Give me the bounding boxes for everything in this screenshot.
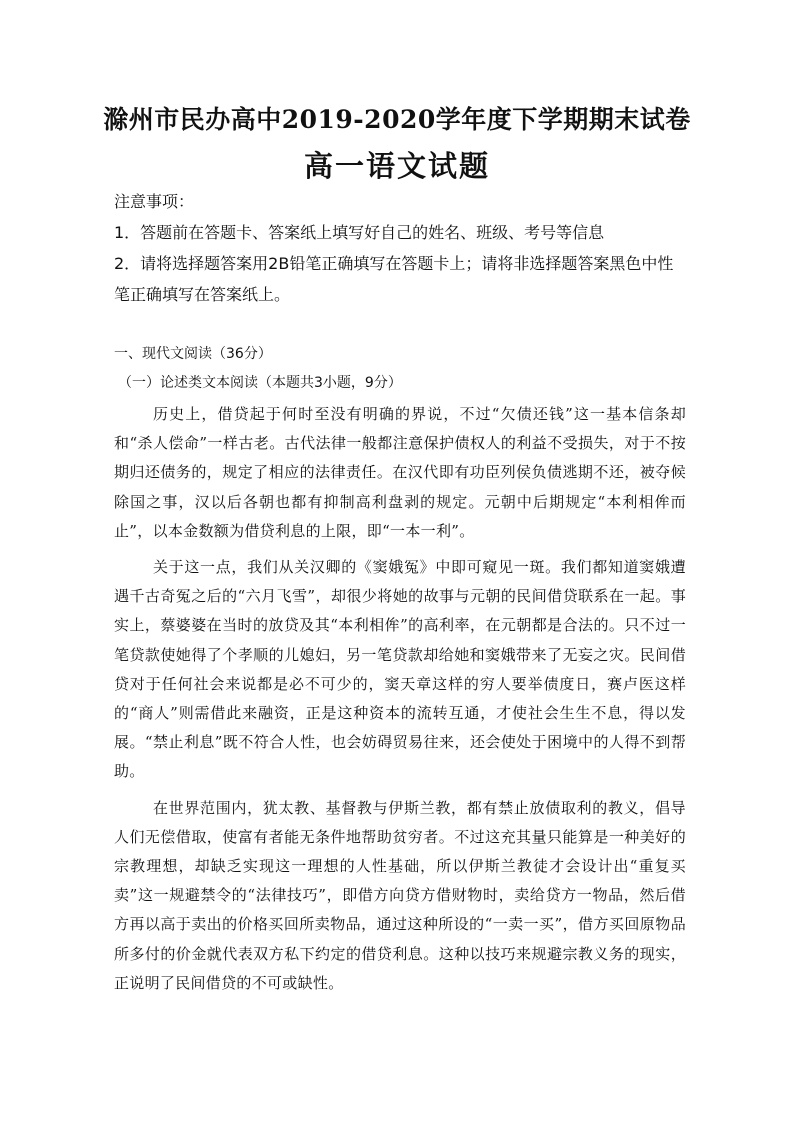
exam-subtitle: 高一语文试题	[303, 149, 490, 183]
exam-title: 滁州市民办高中2019-2020学年度下学期期末试卷	[103, 105, 691, 134]
section-subheading: （一）论述类文本阅读（本题共3小题，9分）	[118, 375, 402, 391]
passage-paragraph-2: 关于这一点，我们从关汉卿的《窦娥冤》中即可窥见一斑。我们都知道窦娥遭遇千古奇冤之后的“六月飞雪”，却很少将她的故事与元朝的民间借贷联系在一起。事实上，蔡婆婆在当时的放贷及其“本利相侔”的高利率，在元朝都是合法的。只不过一笔贷款使她得了个孝顺的儿媳妇，另一笔贷款却给她和窦娥带来了无妄之灾。民间借贷对于任何社会来说都是必不可少的，窦天章这样的穷人要举债度日，赛卢医这样的“商人”则需借此来融资，正是这种资本的流转互通，才使社会生生不息，得以发展。“禁止利息”既不符合人性，也会妨碍贸易往来，还会使处于困境中的人得不到帮助。	[114, 558, 686, 781]
notes-heading: 注意事项：	[114, 192, 195, 211]
passage-paragraph-3: 在世界范围内，犹太教、基督教与伊斯兰教，都有禁止放债取利的教义，倡导人们无偿借取，使富有者能无条件地帮助贫穷者。不过这充其量只能算是一种美好的宗教理想，却缺乏实现这一理想的人性基础，所以伊斯兰教徒才会设计出“重复买卖”这一规避禁令的“法律技巧”，即借方向贷方借财物时，卖给贷方一物品，然后借方再以高于卖出的价格买回所卖物品，通过这种所设的“一卖一买”，借方买回原物品所多付的价金就代表双方私下约定的借贷利息。这种以技巧来规避宗教义务的现实，正说明了民间借贷的不可或缺性。	[114, 798, 686, 992]
section-heading: 一、现代文阅读（36分）	[114, 346, 272, 362]
reading-passage	[114, 400, 686, 1005]
notes-item-1: 1．答题前在答题卡、答案纸上填写好自己的姓名、班级、考号等信息	[114, 223, 605, 242]
passage-paragraph-1: 历史上，借贷起于何时至没有明确的界说，不过“欠债还钱”这一基本信条却和“杀人偿命”一样古老。古代法律一般都注意保护债权人的利益不受损失，对于不按期归还债务的，规定了相应的法律责任。在汉代即有功臣列侯负债逃期不还，被夺候除国之事，汉以后各朝也都有抑制高利盘剥的规定。元朝中后期规定“本利相侔而止”，以本金数额为借贷利息的上限，即“一本一利”。	[114, 405, 686, 540]
notes-item-2: 2．请将选择题答案用2B铅笔正确填写在答题卡上；请将非选择题答案黑色中性笔正确填写在答案纸上。	[114, 254, 674, 304]
notes-block	[114, 186, 688, 310]
